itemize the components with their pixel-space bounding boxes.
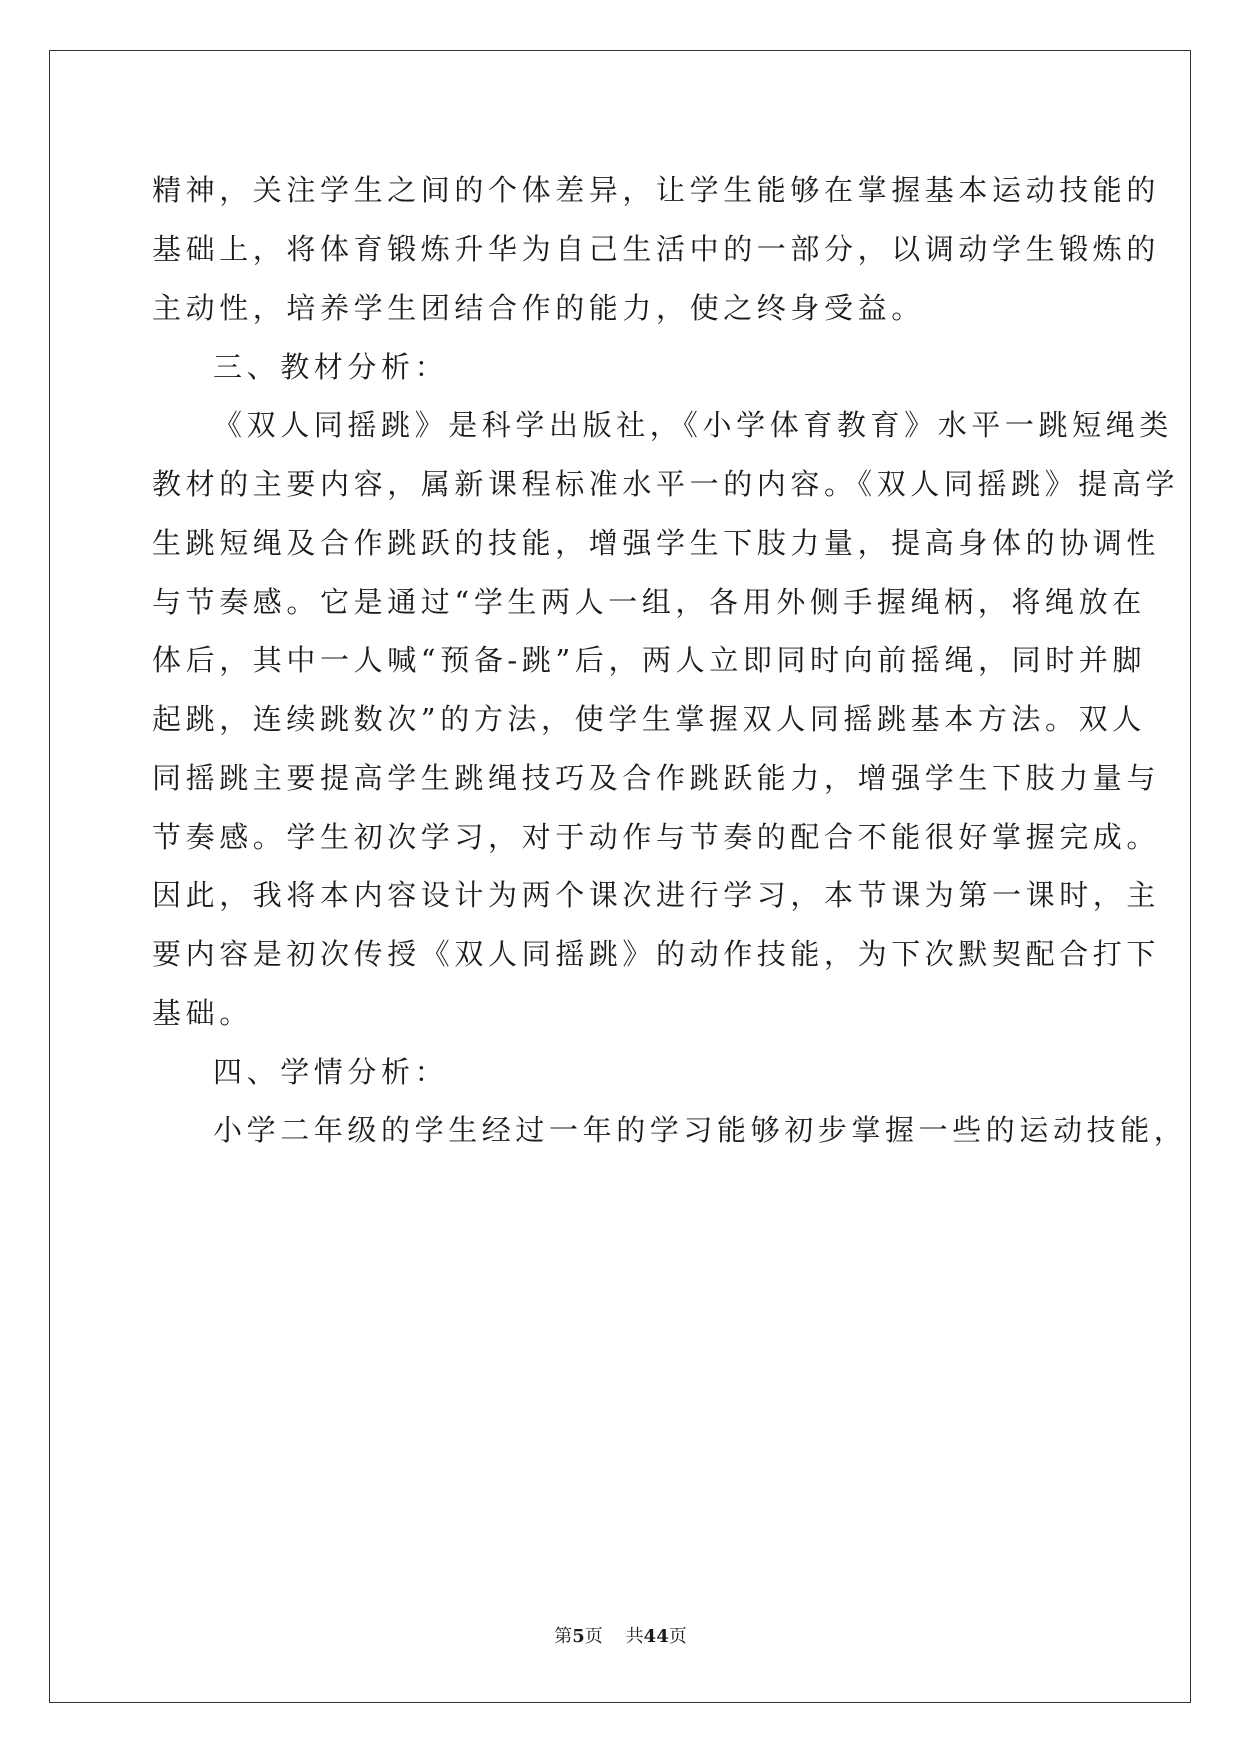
- text-line: 小学二年级的学生经过一年的学习能够初步掌握一些的运动技能，: [213, 1113, 1188, 1147]
- text-line: 因此，我将本内容设计为两个课次进行学习，本节课为第一课时，主: [152, 878, 1161, 912]
- total-label-prefix: 共: [625, 1626, 644, 1647]
- text-line: 《双人同摇跳》是科学出版社，《小学体育教育》水平一跳短绳类: [213, 408, 1173, 442]
- text-line: 精神，关注学生之间的个体差异，让学生能够在掌握基本运动技能的: [152, 173, 1161, 207]
- text-line: 生跳短绳及合作跳跃的技能，增强学生下肢力量，提高身体的协调性: [152, 526, 1161, 560]
- text-line: 基础。: [152, 996, 253, 1030]
- text-line: 起跳，连续跳数次”的方法，使学生掌握双人同摇跳基本方法。双人: [152, 702, 1146, 736]
- text-line: 体后，其中一人喊“预备-跳”后，两人立即同时向前摇绳，同时并脚: [152, 643, 1147, 677]
- page-number: 5: [572, 1626, 585, 1647]
- text-line: 节奏感。学生初次学习，对于动作与节奏的配合不能很好掌握完成。: [152, 820, 1161, 854]
- page-label-suffix: 页: [584, 1626, 603, 1647]
- total-pages: 44: [643, 1626, 669, 1647]
- text-line: 主动性，培养学生团结合作的能力，使之终身受益。: [152, 291, 925, 325]
- text-line: 要内容是初次传授《双人同摇跳》的动作技能，为下次默契配合打下: [152, 937, 1161, 971]
- page-label-prefix: 第: [554, 1626, 573, 1647]
- total-label-suffix: 页: [668, 1626, 687, 1647]
- text-line: 教材的主要内容，属新课程标准水平一的内容。《双人同摇跳》提高学: [152, 467, 1180, 501]
- section-heading: 三、教材分析：: [213, 350, 449, 384]
- text-line: 基础上，将体育锻炼升华为自己生活中的一部分，以调动学生锻炼的: [152, 232, 1161, 266]
- page-footer: [0, 1625, 1241, 1649]
- text-line: 与节奏感。它是通过“学生两人一组，各用外侧手握绳柄，将绳放在: [152, 585, 1146, 619]
- section-heading: 四、学情分析：: [213, 1055, 449, 1089]
- text-line: 同摇跳主要提高学生跳绳技巧及合作跳跃能力，增强学生下肢力量与: [152, 761, 1161, 795]
